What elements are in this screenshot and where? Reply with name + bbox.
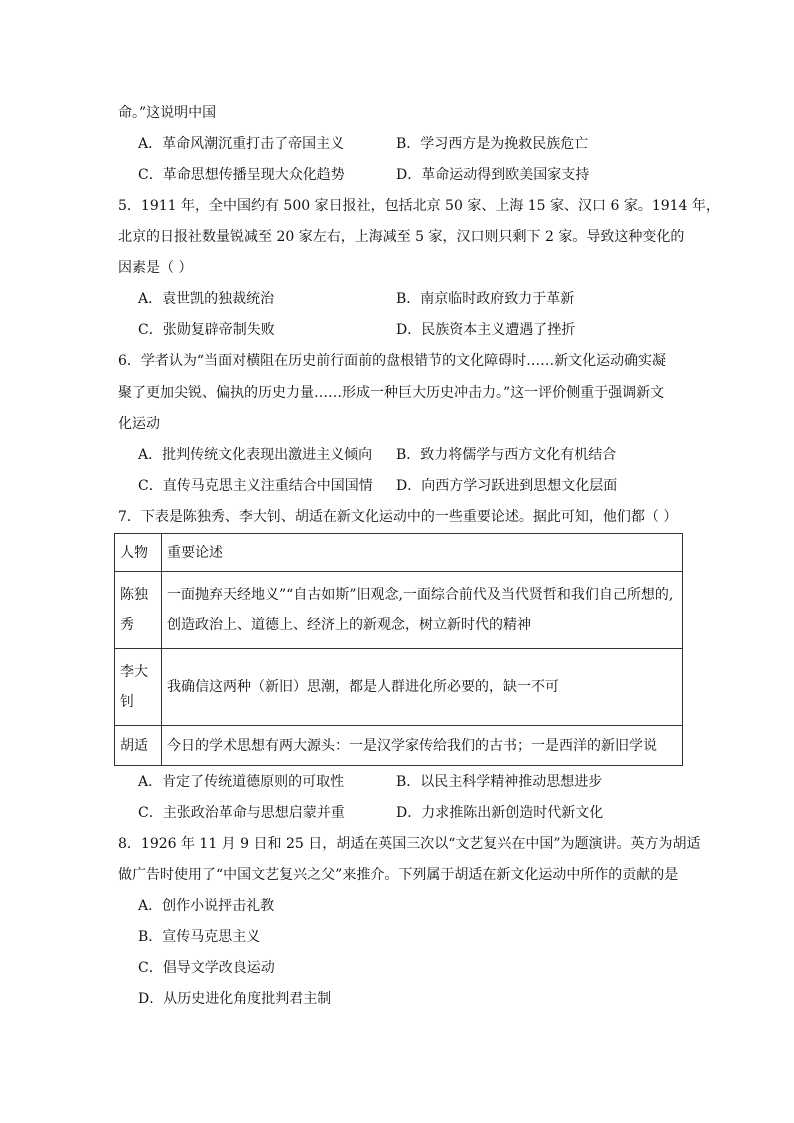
q8-option-a[interactable]: A．创作小说抨击礼教	[138, 898, 275, 914]
q5-stem-line-1: 5．1911 年，全中国约有 500 家日报社，包括北京 50 家、上海 15 家、汉口 6 家。1914 年，	[118, 198, 720, 214]
person-line: 秀	[120, 617, 134, 633]
q7-option-b[interactable]: B．以民主科学精神推动思想进步	[396, 774, 603, 790]
q6-stem-line-1: 6．学者认为“当面对横阻在历史前行面前的盘根错节的文化障碍时……新文化运动确实凝	[118, 353, 667, 369]
q6-option-c[interactable]: C．直传马克思主义注重结合中国国情	[138, 478, 373, 494]
header-statement: 重要论述	[162, 534, 683, 572]
row-person-chen	[115, 572, 162, 649]
statement-line: 一面抛弃天经地义”“自古如斯”旧观念,一面综合前代及当代贤哲和我们自己所想的,	[167, 587, 674, 603]
q5-stem-line-3: 因素是（ ）	[118, 260, 193, 276]
q5-option-a[interactable]: A．袁世凯的独裁统治	[138, 291, 275, 307]
q7-option-d[interactable]: D．力求推陈出新创造时代新文化	[396, 805, 604, 821]
q6-option-a[interactable]: A．批判传统文化表现出激进主义倾向	[138, 447, 373, 463]
q7-stem: 7．下表是陈独秀、李大钊、胡适在新文化运动中的一些重要论述。据此可知，他们都（ ）	[118, 509, 678, 525]
q6-stem-line-2: 聚了更加尖锐、偏执的历史力量……形成一种巨大历史冲击力。”这一评价侧重于强调新文	[118, 385, 665, 401]
row-person-li	[115, 649, 162, 726]
q8-stem-line-2: 做广告时使用了“中国文艺复兴之父”来推介。下列属于胡适在新文化运动中所作的贡献的是	[118, 867, 679, 883]
q7-statements-table	[114, 533, 683, 766]
q8-option-c[interactable]: C．倡导文学改良运动	[138, 960, 275, 976]
prev-question-tail: 命。”这说明中国	[118, 105, 217, 121]
q7-option-c[interactable]: C．主张政治革命与思想启蒙并重	[138, 805, 345, 821]
q4-option-d[interactable]: D．革命运动得到欧美国家支持	[396, 167, 590, 183]
header-person: 人物	[115, 534, 162, 572]
q4-option-c[interactable]: C．革命思想传播呈现大众化趋势	[138, 167, 345, 183]
q4-option-b[interactable]: B．学习西方是为挽救民族危亡	[396, 136, 589, 152]
q6-option-d[interactable]: D．向西方学习跃进到思想文化层面	[396, 478, 618, 494]
q8-option-d[interactable]: D．从历史进化角度批判君主制	[138, 991, 332, 1007]
row-statement-hu: 今日的学术思想有两大源头：一是汉学家传给我们的古书；一是西洋的新旧学说	[162, 726, 683, 766]
q6-option-b[interactable]: B．致力将儒学与西方文化有机结合	[396, 447, 617, 463]
q7-option-a[interactable]: A．肯定了传统道德原则的可取性	[138, 774, 345, 790]
q5-stem-line-2: 北京的日报社数量锐减至 20 家左右，上海减至 5 家，汉口则只剩下 2 家。导致这种变化的	[118, 229, 685, 245]
q8-stem-line-1: 8．1926 年 11 月 9 日和 25 日，胡适在英国三次以“文艺复兴在中国”为题演讲。英方为胡适	[118, 836, 701, 852]
q4-option-a[interactable]: A．革命风潮沉重打击了帝国主义	[138, 136, 345, 152]
table-row	[115, 726, 683, 766]
table-row	[115, 572, 683, 649]
q6-stem-line-3: 化运动	[118, 416, 160, 432]
person-line: 陈独	[120, 587, 148, 603]
table-header-row	[115, 534, 683, 572]
row-statement-li: 我确信这两种（新旧）思潮，都是人群进化所必要的，缺一不可	[162, 649, 683, 726]
person-line: 钊	[120, 694, 134, 710]
q5-option-b[interactable]: B．南京临时政府致力于革新	[396, 291, 575, 307]
q5-option-d[interactable]: D．民族资本主义遭遇了挫折	[396, 322, 576, 338]
q8-option-b[interactable]: B．宣传马克思主义	[138, 929, 261, 945]
person-line: 李大	[120, 664, 148, 680]
statement-line: 创造政治上、道德上、经济上的新观念，树立新时代的精神	[167, 617, 531, 633]
row-statement-chen	[162, 572, 683, 649]
row-person-hu: 胡适	[115, 726, 162, 766]
q5-option-c[interactable]: C．张勋复辟帝制失败	[138, 322, 275, 338]
table-row	[115, 649, 683, 726]
